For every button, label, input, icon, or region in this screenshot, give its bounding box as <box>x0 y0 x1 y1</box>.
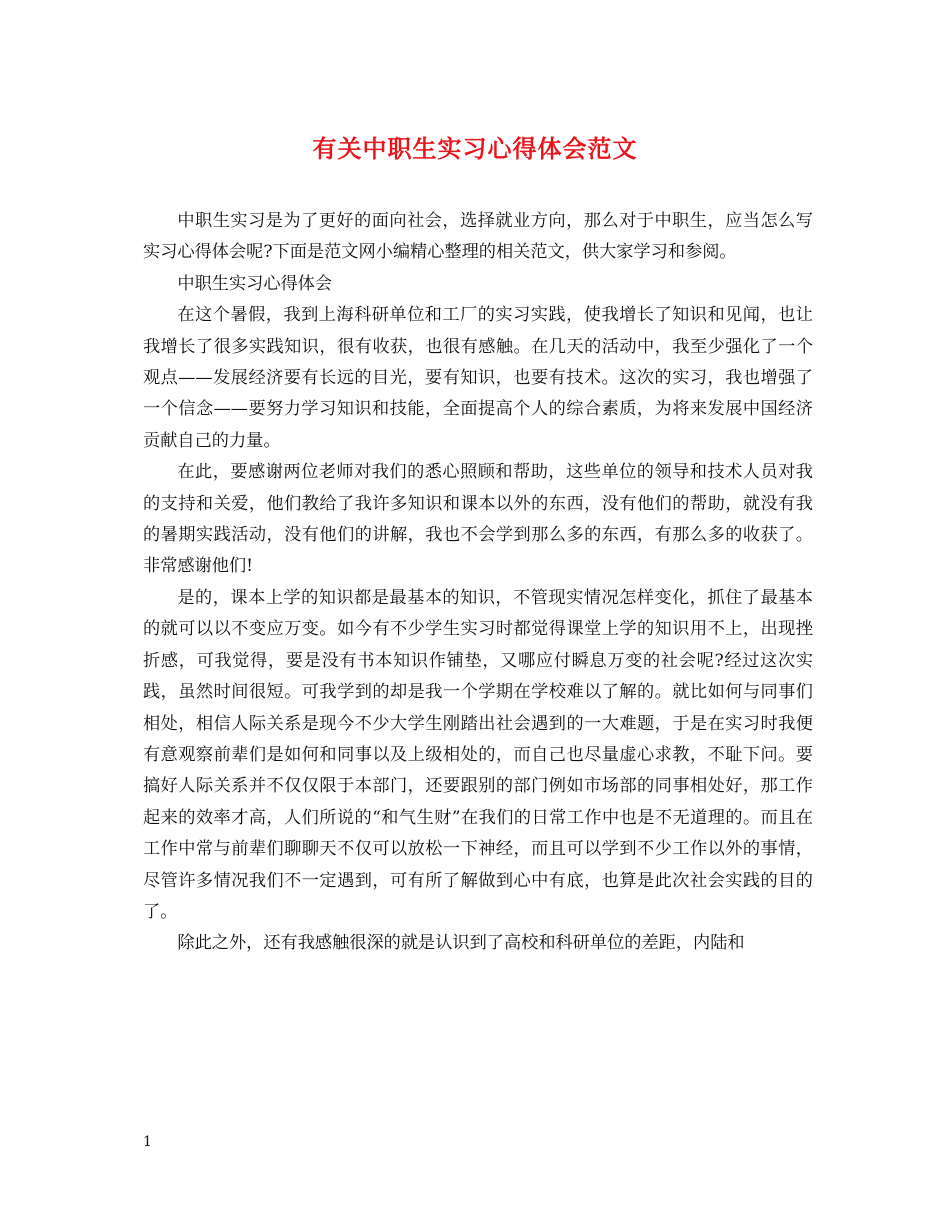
page-number: 1 <box>143 1134 152 1150</box>
paragraph-intro: 中职生实习是为了更好的面向社会，选择就业方向，那么对于中职生，应当怎么写实习心得体会呢?下面是范文网小编精心整理的相关范文，供大家学习和参阅。 <box>143 211 813 263</box>
document-body <box>143 206 813 960</box>
paragraph-body-1: 在这个暑假，我到上海科研单位和工厂的实习实践，使我增长了知识和见闻，也让我增长了很多实践知识，很有收获，也很有感触。在几天的活动中，我至少强化了一个观点——发展经济要有长远的目光，要有知识，也要有技术。这次的实习，我也增强了一个信念——要努力学习知识和技能，全面提高个人的综合素质，为将来发展中国经济贡献自己的力量。 <box>143 305 813 451</box>
paragraph-body-4: 除此之外，还有我感触很深的就是认识到了高校和科研单位的差距，内陆和 <box>177 933 745 954</box>
document-title: 有关中职生实习心得体会范文 <box>312 134 638 163</box>
paragraph-body-2: 在此，要感谢两位老师对我们的悉心照顾和帮助，这些单位的领导和技术人员对我的支持和关爱，他们教给了我许多知识和课本以外的东西，没有他们的帮助，就没有我的暑期实践活动，没有他们的讲解，我也不会学到那么多的东西，有那么多的收获了。非常感谢他们! <box>143 462 813 577</box>
paragraph-subheading: 中职生实习心得体会 <box>177 273 333 294</box>
paragraph-body-3: 是的，课本上学的知识都是最基本的知识，不管现实情况怎样变化，抓住了最基本的就可以以不变应万变。如今有不少学生实习时都觉得课堂上学的知识用不上，出现挫折感，可我觉得，要是没有书本知识作铺垫，又哪应付瞬息万变的社会呢?经过这次实践，虽然时间很短。可我学到的却是我一个学期在学校难以了解的。就比如何与同事们相处，相信人际关系是现今不少大学生刚踏出社会遇到的一大难题，于是在实习时我便有意观察前辈们是如何和同事以及上级相处的，而自己也尽量虚心求教，不耻下问。要搞好人际关系并不仅仅限于本部门，还要跟别的部门例如市场部的同事相处好，那工作起来的效率才高，人们所说的“和气生财”在我们的日常工作中也是不无道理的。而且在工作中常与前辈们聊聊天不仅可以放松一下神经，而且可以学到不少工作以外的事情，尽管许多情况我们不一定遇到，可有所了解做到心中有底，也算是此次社会实践的目的了。 <box>143 587 813 922</box>
